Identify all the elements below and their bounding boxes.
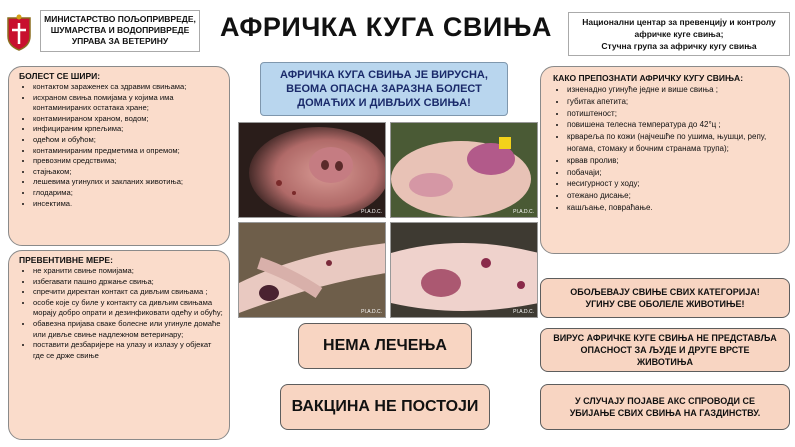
list-item: • контаминираном храном, водом; — [33, 114, 223, 125]
symptoms-title: КАКО ПРЕПОЗНАТИ АФРИЧКУ КУГУ СВИЊА: — [553, 73, 744, 83]
culling-box — [540, 384, 790, 430]
list-item: • обавезна пријава сваке болесне или угинуле домаће или дивље свиње надлежном ветеринару; — [33, 319, 223, 340]
ministry-line: УПРАВА ЗА ВЕТЕРИНУ — [71, 36, 169, 46]
box-line: У СЛУЧАЈУ ПОЈАВЕ АКС СПРОВОДИ СЕ — [575, 396, 755, 406]
list-item: • особе које су биле у контакту са дивљим свињама морају добро опрати и дезинфиковати одећу и обућу; — [33, 298, 223, 319]
list-item: • поставити дезбаријере на улазу и излазу у објекат где се држе свиње — [33, 340, 223, 361]
virus-line: АФРИЧКА КУГА СВИЊА ЈЕ ВИРУСНА, — [280, 69, 488, 81]
no-human-danger-box — [540, 328, 790, 372]
box-line: ОБОЉЕВАЈУ СВИЊЕ СВИХ КАТЕГОРИЈА! — [570, 287, 760, 297]
no-treatment-box: НЕМА ЛЕЧЕЊА — [298, 323, 472, 369]
box-line: ОПАСНОСТ ЗА ЉУДЕ И ДРУГЕ ВРСТЕ — [580, 345, 750, 355]
center-line: афричке куге свиња; — [634, 29, 724, 39]
spread-title: БОЛЕСТ СЕ ШИРИ: — [19, 71, 101, 81]
list-item: • потиштеност; — [567, 108, 781, 120]
national-center-header — [568, 12, 790, 56]
list-item: • избегавати пашно држање свиња; — [33, 277, 223, 288]
list-item: • исхраном свиња помијама у којима има контаминираних остатака хране; — [33, 93, 223, 114]
symptoms-list — [549, 84, 781, 214]
ministry-header — [40, 10, 200, 52]
box-line: ЖИВОТИЊА — [637, 357, 693, 367]
spread-list — [15, 82, 223, 209]
symptoms-box — [540, 66, 790, 254]
virus-line: ВЕОМА ОПАСНА ЗАРАЗНА БОЛЕСТ — [286, 83, 482, 95]
virus-info-box — [260, 62, 508, 116]
all-categories-box — [540, 278, 790, 318]
list-item: • крвареља по кожи (најчешће по ушима, њушци, репу, ногама, стомаку и бочним странама трупа); — [567, 131, 781, 155]
list-item: • побачаји; — [567, 167, 781, 179]
no-vaccine-box: ВАКЦИНА НЕ ПОСТОЈИ — [280, 384, 490, 430]
photo-caption: PI.A.D.C. — [513, 309, 534, 315]
prevention-title: ПРЕВЕНТИВНЕ МЕРЕ: — [19, 255, 113, 265]
box-line: УГИНУ СВЕ ОБОЛЕЛЕ ЖИВОТИЊЕ! — [585, 299, 745, 309]
photo-pig-snout — [238, 122, 386, 218]
photo-caption: PI.A.D.C. — [513, 209, 534, 215]
prevention-list — [15, 266, 223, 361]
center-line: Национални центар за превенцију и контролу — [582, 17, 776, 27]
list-item: • повишена телесна температура до 42°ц ; — [567, 119, 781, 131]
photo-caption: PI.A.D.C. — [361, 209, 382, 215]
center-line: Стучна група за афричку кугу свиња — [601, 41, 757, 51]
list-item: • изненадно угинуће једне и више свиња ; — [567, 84, 781, 96]
list-item: • глодарима; — [33, 188, 223, 199]
box-line: УБИЈАЊЕ СВИХ СВИЊА НА ГАЗДИНСТВУ. — [569, 408, 761, 418]
list-item: • спречити директан контакт са дивљим свињама ; — [33, 287, 223, 298]
list-item: • губитак апетита; — [567, 96, 781, 108]
photo-pig-legs — [238, 222, 386, 318]
list-item: • превозним средствима; — [33, 156, 223, 167]
serbia-coat-of-arms-icon — [4, 14, 34, 52]
box-line: ВИРУС АФРИЧКЕ КУГЕ СВИЊА НЕ ПРЕДСТАВЉА — [553, 333, 777, 343]
list-item: • инсектима. — [33, 199, 223, 210]
list-item: • инфицираним крпељима; — [33, 124, 223, 135]
list-item: • одећом и обућом; — [33, 135, 223, 146]
prevention-box — [8, 250, 230, 440]
list-item: • несигурност у ходу; — [567, 178, 781, 190]
list-item: • крвав пролив; — [567, 155, 781, 167]
list-item: • контактом зараженех са здравим свињама; — [33, 82, 223, 93]
photo-pig-ear-tag — [390, 122, 538, 218]
photo-pig-belly — [390, 222, 538, 318]
ministry-line: ШУМАРСТВА И ВОДОПРИВРЕДЕ — [50, 25, 190, 35]
list-item: • стајњаком; — [33, 167, 223, 178]
list-item: • не хранити свиње помијама; — [33, 266, 223, 277]
list-item: • лешевима угинулих и закланих животиња; — [33, 177, 223, 188]
list-item: • кашљање, повраћање. — [567, 202, 781, 214]
photo-caption: PI.A.D.C. — [361, 309, 382, 315]
disease-spread-box — [8, 66, 230, 246]
page-title: АФРИЧКА КУГА СВИЊА — [220, 12, 552, 42]
list-item: • отежано дисање; — [567, 190, 781, 202]
list-item: • контаминираним предметима и опремом; — [33, 146, 223, 157]
ministry-line: МИНИСТАРСТВО ПОЉОПРИВРЕДЕ, — [44, 14, 196, 24]
virus-line: ДОМАЋИХ И ДИВЉИХ СВИЊА! — [297, 97, 471, 109]
